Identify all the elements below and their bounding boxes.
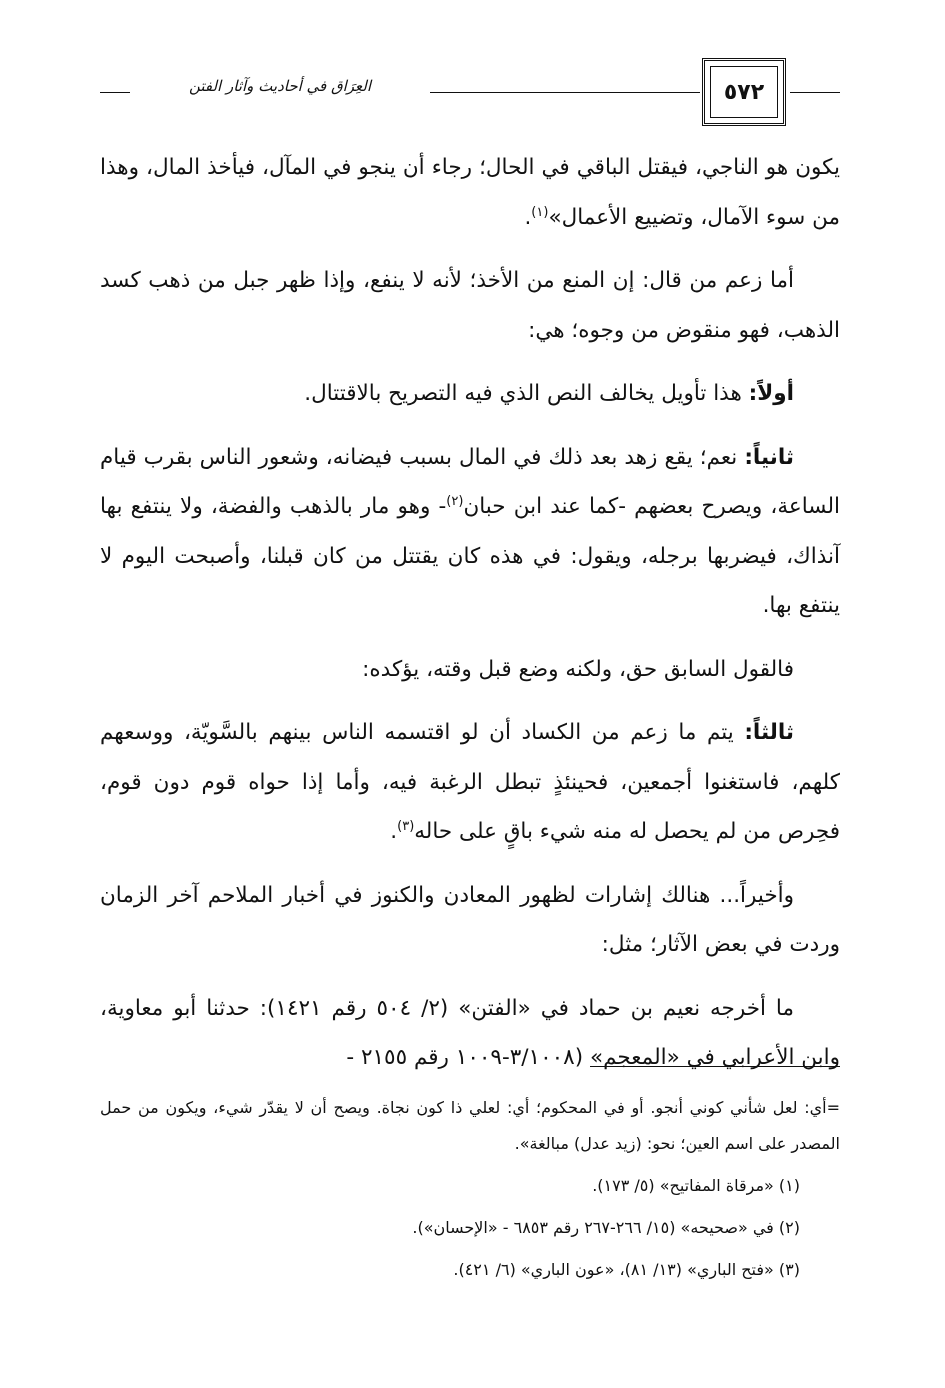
- header-rule-right: [790, 92, 840, 93]
- paragraph-6: [100, 708, 840, 857]
- point-first-label: أولاً:: [748, 381, 794, 406]
- paragraph-7: وأخيراً... هنالك إشارات لظهور المعادن والكنوز في أخبار الملاحم آخر الزمان وردت في بعض الآثار؛ مثل:: [100, 882, 840, 957]
- main-text: [100, 143, 840, 1097]
- paragraph-4-text-a: نعم؛ يقع زهد بعد ذلك في المال بسبب فيضانه، وشعور الناس بقرب قيام الساعة، ويصرح بعضهم -كما عند ابن حبان: [100, 444, 840, 519]
- paragraph-6-end: .: [390, 819, 398, 844]
- paragraph-1-end: .: [524, 204, 532, 230]
- page-number: ٥٧٢: [710, 66, 778, 118]
- footnote-3: (٣) «فتح الباري» (١٣/ ٨١)، «عون الباري» (٦/ ٤٢١).: [453, 1260, 800, 1279]
- paragraph-5: فالقول السابق حق، ولكنه وضع قبل وقته، يؤكده:: [362, 656, 794, 682]
- paragraph-2: أما زعم من قال: إن المنع من الأخذ؛ لأنه لا ينفع، وإذا ظهر جبل من ذهب كسد الذهب، فهو منقوض من وجوه؛ هي:: [100, 268, 840, 343]
- point-third-label: ثالثاً:: [744, 720, 794, 745]
- footnote-ref-1: (١): [531, 204, 549, 220]
- paragraph-4: [100, 433, 840, 631]
- page-number-frame: [702, 58, 786, 126]
- paragraph-3: [100, 369, 840, 419]
- footnote-1: (١) «مرقاة المفاتيح» (٥/ ١٧٣).: [592, 1176, 800, 1195]
- paragraph-4-text-b: - وهو مار بالذهب والفضة، ولا ينتفع بها آنذاك، فيضربها برجله، ويقول: في هذه كان يقتتل من كان قبلنا، وأصبحت اليوم لا ينتفع بها.: [100, 494, 840, 618]
- paragraph-8: ما أخرجه نعيم بن حماد في «الفتن» (٢/ ٥٠٤ رقم ١٤٢١): حدثنا أبو معاوية، وابن الأعرابي في «المعجم» (٣/١٠٠٨-١٠٠٩ رقم ٢١٥٥ -: [100, 995, 840, 1070]
- footnote-ref-2: (٢): [446, 493, 464, 509]
- paragraph-1: [100, 143, 840, 242]
- footnote-ref-3: (٣): [397, 818, 415, 834]
- footnotes: [100, 1090, 840, 1294]
- paragraph-1-text: يكون هو الناجي، فيقتل الباقي في الحال؛ رجاء أن ينجو في المآل، فيأخذ المال، وهذا من سوء الآمال، وتضييع الأعمال»: [100, 155, 840, 230]
- point-second-label: ثانياً:: [744, 444, 794, 470]
- paragraph-6-text: يتم ما زعم من الكساد أن لو اقتسمه الناس بينهم بالسَّويّة، ووسعهم كلهم، فاستغنوا أجمعين، فحينئذٍ تبطل الرغبة فيه، وأما إذا حواه قوم دون قوم، فحِرص من لم يحصل له منه شيء باقٍ على حاله: [100, 720, 840, 844]
- footnote-divider: [590, 1066, 840, 1067]
- footnote-2: (٢) في «صحيحه» (١٥/ ٢٦٦-٢٦٧ رقم ٦٨٥٣ - «الإحسان»).: [412, 1218, 800, 1237]
- footnote-continued: =أي: لعل شأني كوني أنجو. أو في المحكوم؛ أي: لعلي ذا كون نجاة. ويصح أن لا يقدّر شيء، ويكون من حمل المصدر على اسم العين؛ نحو: (زيد عدل) مبالغة».: [100, 1098, 840, 1153]
- book-title: العِرَاق في أحاديث وآثار الفتن: [130, 66, 430, 106]
- page-header: [100, 58, 840, 128]
- paragraph-3-text: هذا تأويل يخالف النص الذي فيه التصريح بالاقتتال.: [304, 381, 749, 406]
